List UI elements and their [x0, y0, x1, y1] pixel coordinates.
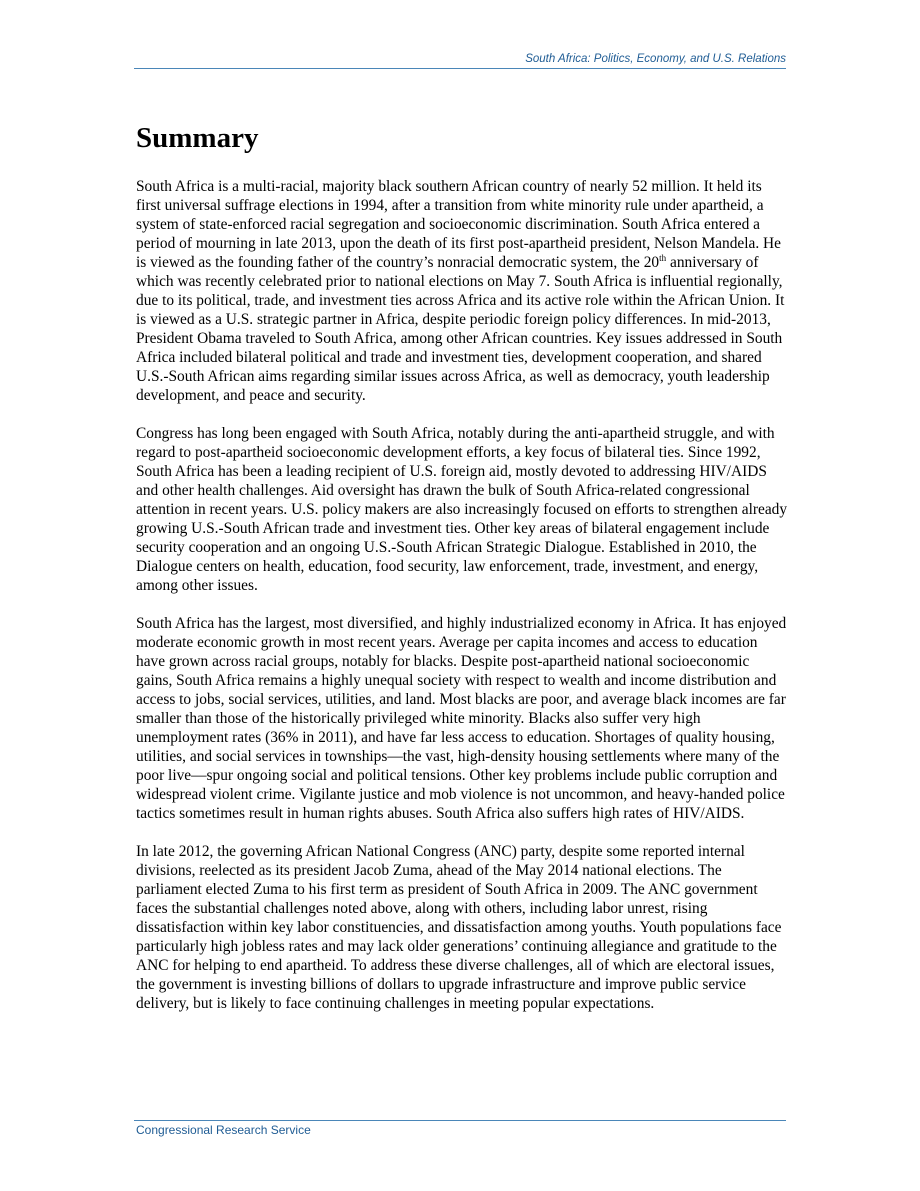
ordinal-superscript: th [659, 253, 667, 263]
footer-divider [134, 1120, 786, 1121]
page-title: Summary [136, 122, 259, 154]
header-divider [134, 68, 786, 69]
paragraph-4: In late 2012, the governing African National Congress (ANC) party, despite some reported internal divisions, reelected as its president Jacob Zuma, ahead of the May 2014 national elections. The parliament elected Zuma to his first term as president of South Africa in 2009. The ANC government faces the substantial challenges noted above, along with others, including labor unrest, rising dissatisfaction within key labor constituencies, and dissatisfaction among youths. Youth populations face particularly high jobless rates and may lack older generations’ continuing allegiance and gratitude to the ANC for helping to end apartheid. To address these diverse challenges, all of which are electoral issues, the government is investing billions of dollars to upgrade infrastructure and improve public service delivery, but is likely to face continuing challenges in meeting popular expectations. [136, 843, 782, 1012]
paragraph-2: Congress has long been engaged with South Africa, notably during the anti-apartheid struggle, and with regard to post-apartheid socioeconomic development efforts, a key focus of bilateral ties. Since 1992, South Africa has been a leading recipient of U.S. foreign aid, mostly devoted to addressing HIV/AIDS and other health challenges. Aid oversight has drawn the bulk of South Africa-related congressional attention in recent years. U.S. policy makers are also increasingly focused on efforts to strengthen already growing U.S.-South African trade and investment ties. Other key areas of bilateral engagement include security cooperation and an ongoing U.S.-South African Strategic Dialogue. Established in 2010, the Dialogue centers on health, education, food security, law enforcement, trade, investment, and energy, among other issues. [136, 425, 788, 594]
running-header: South Africa: Politics, Economy, and U.S. Relations [525, 53, 786, 65]
paragraph-3: South Africa has the largest, most diversified, and highly industrialized economy in Africa. It has enjoyed moderate economic growth in most recent years. Average per capita incomes and access to education have grown across racial groups, notably for blacks. Despite post-apartheid national socioeconomic gains, South Africa remains a highly unequal society with respect to wealth and income distribution and access to jobs, social services, utilities, and land. Most blacks are poor, and average black incomes are far smaller than those of the historically privileged white minority. Blacks also suffer very high unemployment rates (36% in 2011), and have far less access to education. Shortages of quality housing, utilities, and social services in townships—the vast, high-density housing settlements where many of the poor live—spur ongoing social and political tensions. Other key problems include public corruption and widespread violent crime. Vigilante justice and mob violence is not uncommon, and heavy-handed police tactics sometimes result in human rights abuses. South Africa also suffers high rates of HIV/AIDS. [136, 615, 787, 822]
paragraph-1-text-b: anniversary of which was recently celebrated prior to national elections on May 7. South Africa is influential regionally, due to its political, trade, and investment ties across Africa and its active role within the African Union. It is viewed as a U.S. strategic partner in Africa, despite periodic foreign policy differences. In mid-2013, President Obama traveled to South Africa, among other African countries. Key issues addressed in South Africa included bilateral political and trade and investment ties, development cooperation, and shared U.S.-South African aims regarding similar issues across Africa, as well as democracy, youth leadership development, and peace and security. [136, 254, 785, 404]
paragraph-1 [136, 177, 788, 405]
summary-body [136, 177, 788, 1032]
footer-publisher: Congressional Research Service [136, 1123, 311, 1137]
paragraph-1-text-a: South Africa is a multi-racial, majority black southern African country of nearly 52 million. It held its first universal suffrage elections in 1994, after a transition from white minority rule under apartheid, a system of state-enforced racial segregation and socioeconomic discrimination. South Africa entered a period of mourning in late 2013, upon the death of its first post-apartheid president, Nelson Mandela. He is viewed as the founding father of the country’s nonracial democratic system, the 20 [136, 178, 781, 271]
